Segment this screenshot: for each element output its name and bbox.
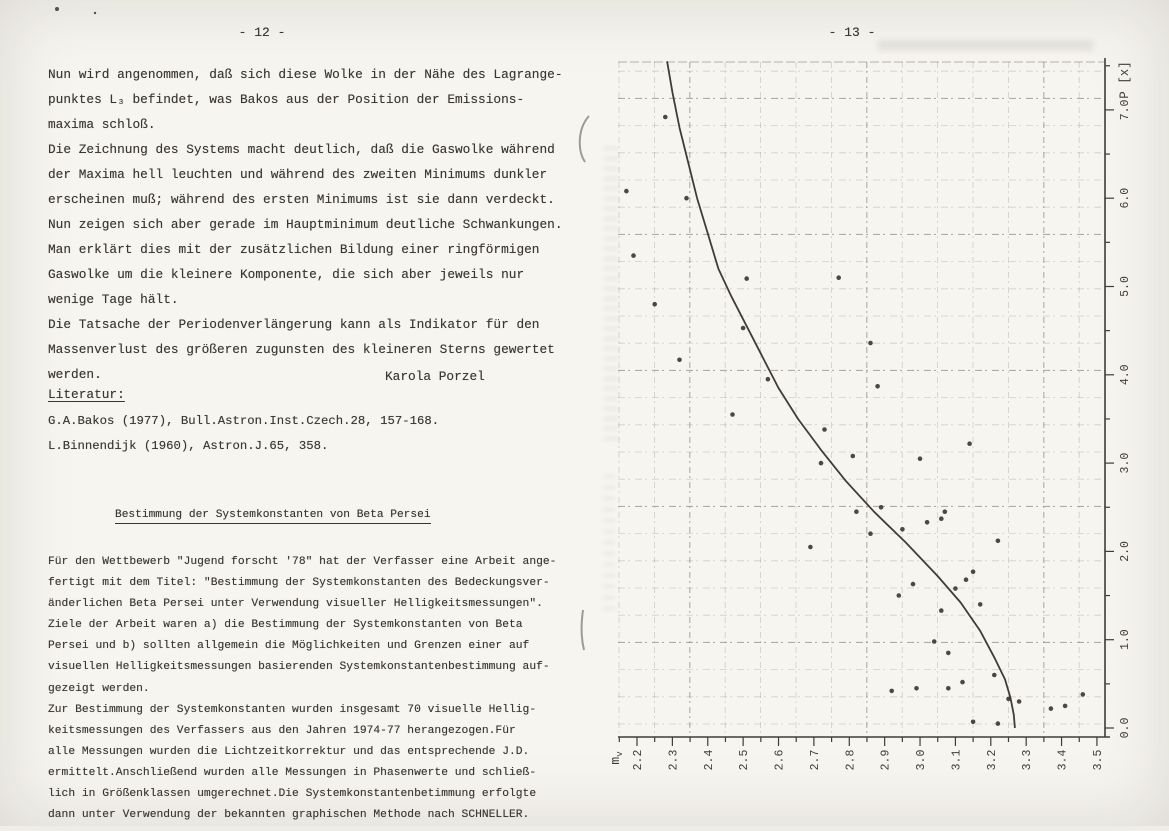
data-point	[996, 539, 1001, 544]
text-line: maxima schloß.	[48, 117, 156, 132]
data-point	[730, 412, 735, 417]
data-point	[879, 505, 884, 510]
text-line: G.A.Bakos (1977), Bull.Astron.Inst.Czech.28, 157-168.	[48, 414, 440, 428]
text-line: änderlichen Beta Persei unter Verwendung visueller Helligkeitsmessungen".	[48, 598, 543, 611]
x-tick-label: 3.2	[985, 749, 999, 771]
data-point	[684, 196, 689, 201]
text-line: wenige Tage hält.	[48, 292, 179, 307]
y-axis-label-p: P [x]	[1118, 61, 1132, 99]
axis-ticks	[619, 66, 1114, 746]
data-point	[868, 341, 873, 346]
bleedthrough-smudge	[603, 470, 615, 610]
y-tick-label: 7.0	[1119, 99, 1132, 121]
data-point	[992, 673, 997, 678]
data-point	[971, 569, 976, 574]
data-point	[971, 720, 976, 725]
text-line: Die Zeichnung des Systems macht deutlich, daß die Gaswolke während	[48, 142, 555, 157]
text-line: Nun zeigen sich aber gerade im Hauptminimum deutliche Schwankungen.	[48, 217, 563, 232]
text-line: ermittelt.Anschließend wurden alle Messungen in Phasenwerte und schließ-	[48, 766, 537, 779]
page-number-12: - 12 -	[238, 25, 286, 40]
axes	[618, 58, 1110, 737]
y-tick-label: 3.0	[1119, 452, 1132, 474]
reference-list	[48, 409, 439, 460]
data-point	[652, 302, 657, 307]
light-curve	[667, 61, 1015, 728]
data-point	[918, 456, 923, 461]
data-point	[960, 680, 965, 685]
text-line: gezeigt werden.	[48, 682, 150, 695]
data-point	[996, 721, 1001, 726]
text-line: Persei und b) sollten allgemein die Möglichkeiten und Grenzen einer auf	[48, 640, 530, 653]
data-point	[946, 686, 951, 691]
data-point	[677, 358, 682, 363]
text-line: fertigt mit dem Titel: "Bestimmung der Systemkonstanten des Bedeckungsver-	[48, 577, 550, 590]
author-signature: Karola Porzel	[385, 369, 485, 384]
data-point	[900, 527, 905, 532]
text-line: Gaswolke um die kleinere Komponente, die sich aber jeweils nur	[48, 267, 525, 282]
data-point	[932, 639, 937, 644]
data-point	[663, 115, 668, 120]
bleedthrough-smudge	[878, 40, 1093, 51]
data-point	[1049, 706, 1054, 711]
data-point	[967, 441, 972, 446]
data-point	[851, 454, 856, 459]
text-line: alle Messungen wurden die Lichtzeitkorrektur und das entsprechende J.D.	[48, 745, 530, 758]
x-tick-label: 2.2	[632, 749, 645, 771]
data-point	[943, 509, 948, 514]
data-point	[939, 608, 944, 613]
text-line: Die Tatsache der Periodenverlängerung kann als Indikator für den	[48, 317, 540, 332]
text-line: Zur Bestimmung der Systemkonstanten wurden insgesamt 70 visuelle Hellig-	[48, 703, 537, 716]
text-line: keitsmessungen des Verfassers aus den Jahren 1974-77 herangezogen.Für	[48, 724, 516, 737]
data-point	[741, 326, 746, 331]
y-tick-label: 2.0	[1119, 541, 1132, 562]
paragraph-gas-cloud	[48, 62, 588, 387]
x-tick-label: 2.7	[808, 749, 822, 771]
text-line: erscheinen muß; während des ersten Minimums ist sie dann verdeckt.	[48, 192, 555, 207]
y-tick-label: 1.0	[1119, 629, 1132, 651]
x-tick-label: 2.9	[879, 749, 893, 771]
data-point	[819, 461, 824, 466]
x-tick-label: 2.4	[702, 749, 716, 771]
x-tick-label: 3.0	[915, 749, 929, 771]
text-line: werden.	[48, 367, 102, 382]
x-tick-label: 3.1	[950, 749, 964, 771]
x-tick-label: 2.5	[738, 749, 752, 771]
y-tick-label: 4.0	[1119, 364, 1132, 386]
data-point	[1081, 692, 1086, 697]
y-tick-label: 6.0	[1119, 187, 1132, 209]
data-point	[854, 509, 859, 514]
data-point	[868, 531, 873, 536]
section-heading-beta-persei: Bestimmung der Systemkonstanten von Beta Persei	[115, 509, 431, 524]
text-line: dann unter Verwendung der bekannten graphischen Methode nach SCHNELLER.	[48, 809, 530, 822]
data-point	[766, 377, 771, 382]
data-point	[875, 384, 880, 389]
y-tick-label: 0.0	[1119, 717, 1132, 739]
data-point	[1006, 697, 1011, 702]
text-line: visuellen Helligkeitsmessungen basierenden Systemkonstantenbestimmung auf-	[48, 661, 550, 674]
grid	[618, 62, 1105, 737]
data-point	[744, 276, 749, 281]
page-number-13: - 13 -	[828, 25, 876, 40]
x-tick-label: 2.6	[773, 749, 787, 771]
data-point	[624, 189, 629, 194]
x-tick-label: 3.5	[1091, 749, 1105, 771]
x-tick-label: 2.8	[844, 749, 858, 771]
data-point	[1017, 699, 1022, 704]
text-line: Nun wird angenommen, daß sich diese Wolke in der Nähe des Lagrange-	[48, 67, 563, 82]
text-line: Man erklärt dies mit der zusätzlichen Bildung einer ringförmigen	[48, 242, 540, 257]
x-axis-label-mv: $m_v$	[608, 751, 625, 765]
text-line: lich in Größenklassen umgerechnet.Die Systemkonstantenbetimmung erfolgte	[48, 788, 537, 801]
data-point	[946, 651, 951, 656]
x-tick-label: 3.4	[1056, 749, 1070, 771]
data-point	[836, 275, 841, 280]
data-point	[914, 686, 919, 691]
text-line: der Maxima hell leuchten und während des zweiten Minimums dunkler	[48, 167, 548, 182]
axis-tick-labels	[632, 99, 1132, 770]
y-tick-label: 5.0	[1119, 276, 1132, 297]
data-point	[631, 253, 636, 258]
text-line: Ziele der Arbeit waren a) die Bestimmung der Systemkonstanten von Beta	[48, 619, 523, 632]
x-tick-label: 3.3	[1021, 749, 1035, 771]
data-point	[925, 520, 930, 525]
data-point	[889, 689, 894, 694]
bleedthrough-smudge	[604, 140, 618, 440]
text-line: Massenverlust des größeren zugunsten des kleineren Sterns gewertet	[48, 342, 555, 357]
data-point	[911, 582, 916, 587]
data-point	[1063, 704, 1068, 709]
data-point	[808, 545, 813, 550]
paragraph-jugend-forscht	[48, 552, 578, 826]
data-point	[897, 593, 902, 598]
text-line: Für den Wettbewerb "Jugend forscht '78" hat der Verfasser eine Arbeit ange-	[48, 556, 557, 568]
literatur-heading: Literatur:	[48, 387, 125, 402]
text-line: punktes L₃ befindet, was Bakos aus der Position der Emissions-	[48, 92, 525, 107]
text-line: L.Binnendijk (1960), Astron.J.65, 358.	[48, 439, 329, 454]
data-point	[978, 602, 983, 607]
data-point	[822, 427, 827, 432]
data-points	[624, 115, 1085, 726]
data-point	[964, 577, 969, 582]
data-point	[939, 516, 944, 521]
x-tick-label: 2.3	[667, 749, 681, 771]
data-point	[953, 586, 958, 591]
